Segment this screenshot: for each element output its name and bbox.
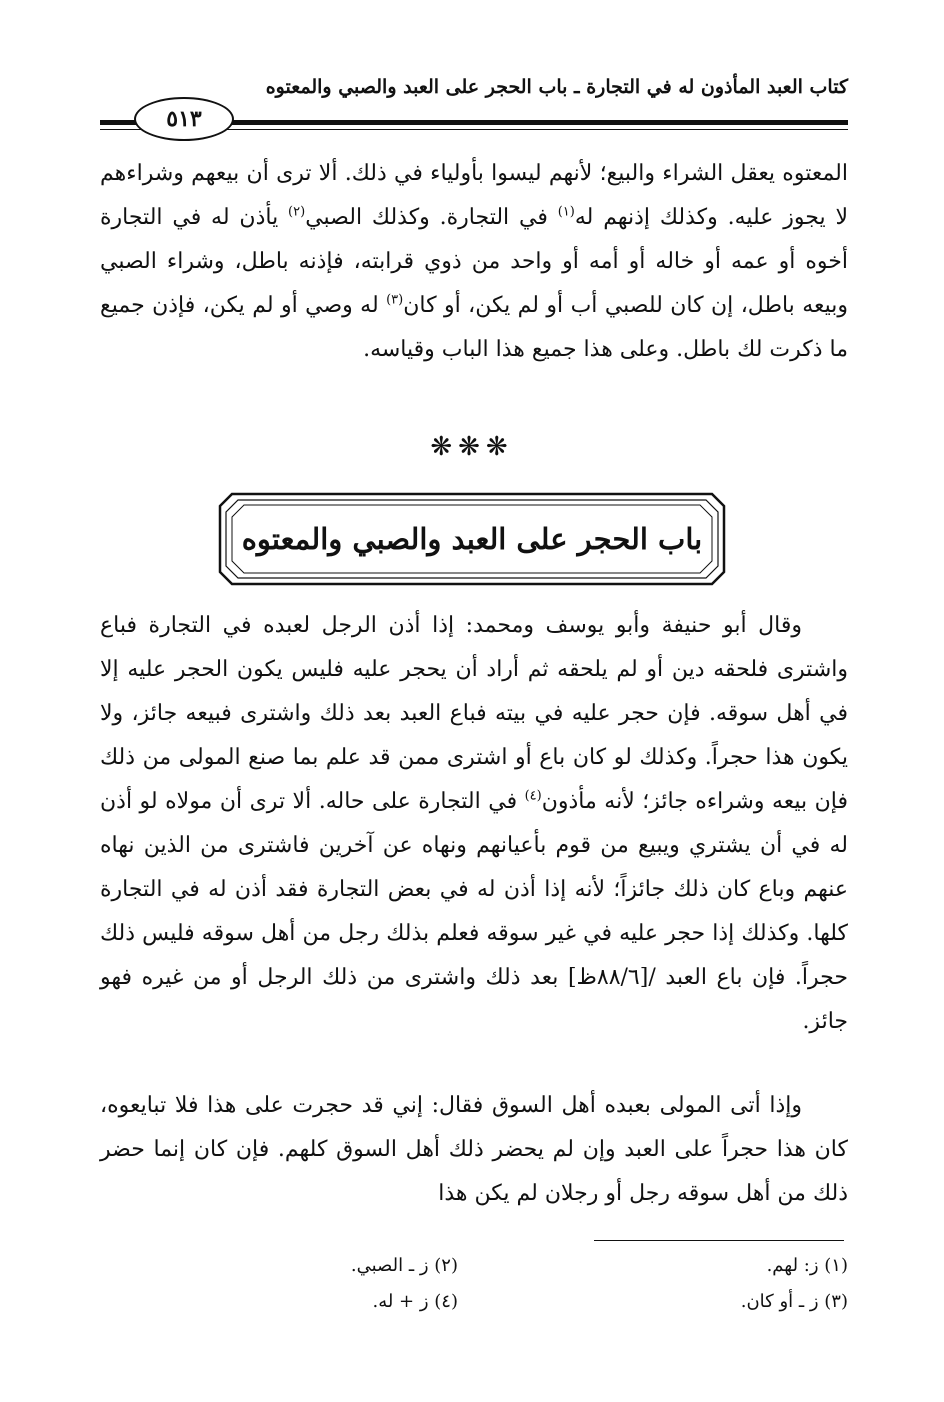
paragraph-1-text-b: في التجارة. وكذلك الصبي — [305, 205, 558, 230]
footnote-ref-2: (٢) — [288, 204, 306, 220]
paragraph-2-text-b: في التجارة على حاله. ألا ترى أن مولاه لو أذن له في أن يشتري ويبيع من قوم بأعيانهم ونهاه عن آخرين فاشترى من الذين نهاه عنهم وباع كان ذلك جائزاً؛ لأنه إذا أذن له في بعض التجارة فقد أذن له في التجارة كلها. وكذلك إذا حجر عليه في غير سوقه فعلم بذلك رجل من أهل سوقه فليس ذلك حجراً. فإن باع العبد /[٨٨/٦ظ] بعد ذلك واشترى من ذلك الرجل أو من غيره فهو جائز. — [100, 789, 848, 1034]
footnote-4: (٤) ز + له. — [372, 1291, 458, 1312]
paragraph-2 — [100, 604, 848, 1044]
footnote-1: (١) ز: لهم. — [766, 1255, 848, 1276]
paragraph-1-text-d: له وصي أو لم يكن، فإذن جميع ما ذكرت لك باطل. وعلى هذا جميع هذا الباب وقياسه. — [100, 293, 848, 362]
footnote-rule — [594, 1240, 844, 1241]
chapter-heading-frame — [218, 492, 726, 586]
footnote-ref-4: (٤) — [524, 788, 542, 804]
chapter-heading-title: باب الحجر على العبد والصبي والمعتوه — [241, 522, 703, 556]
footnote-ref-3: (٣) — [386, 292, 404, 308]
running-header-title: كتاب العبد المأذون له في التجارة ـ باب الحجر على العبد والصبي والمعتوه — [265, 76, 848, 98]
page-number: ٥١٣ — [134, 97, 234, 141]
paragraph-1-text-c: يأذن له في التجارة أخوه أو عمه أو خاله أو أمه أو واحد من ذوي قرابته، فإذنه باطل، وشراء الصبي وبيعه باطل، إن كان للصبي أب أو لم يكن، أو كان — [100, 205, 849, 318]
paragraph-3: وإذا أتى المولى بعبده أهل السوق فقال: إني قد حجرت على هذا فلا تبايعوه، كان هذا حجراً على العبد وإن لم يحضر ذلك أهل السوق كلهم. فإن كان إنما حضر ذلك من أهل سوقه رجل أو رجلان لم يكن هذا — [100, 1093, 848, 1206]
footnote-3: (٣) ز ـ أو كان. — [740, 1291, 848, 1312]
paragraph-2-text-a: وقال أبو حنيفة وأبو يوسف ومحمد: إذا أذن الرجل لعبده في التجارة فباع واشترى فلحقه دين أو لم يلحقه ثم أراد أن يحجر عليه فليس يكون الحجر عليه إلا في أهل سوقه. فإن حجر عليه في بيته فباع العبد بعد ذلك واشترى فبيعه جائز، ولا يكون هذا حجراً. وكذلك لو كان باع أو اشترى ممن قد علم بما صنع المولى من ذلك فإن بيعه وشراءه جائز؛ لأنه مأذون — [100, 613, 849, 814]
footnote-ref-1: (١) — [557, 204, 575, 220]
paragraph-1-text-a: المعتوه يعقل الشراء والبيع؛ لأنهم ليسوا بأولياء في ذلك. ألا ترى أن بيعهم وشراءهم لا يجوز عليه. وكذلك إذنهم له — [100, 161, 848, 230]
footnote-2: (٢) ز ـ الصبي. — [350, 1255, 458, 1276]
paragraph-1 — [100, 152, 848, 372]
section-separator-ornament: ❋❋❋ — [430, 432, 514, 462]
